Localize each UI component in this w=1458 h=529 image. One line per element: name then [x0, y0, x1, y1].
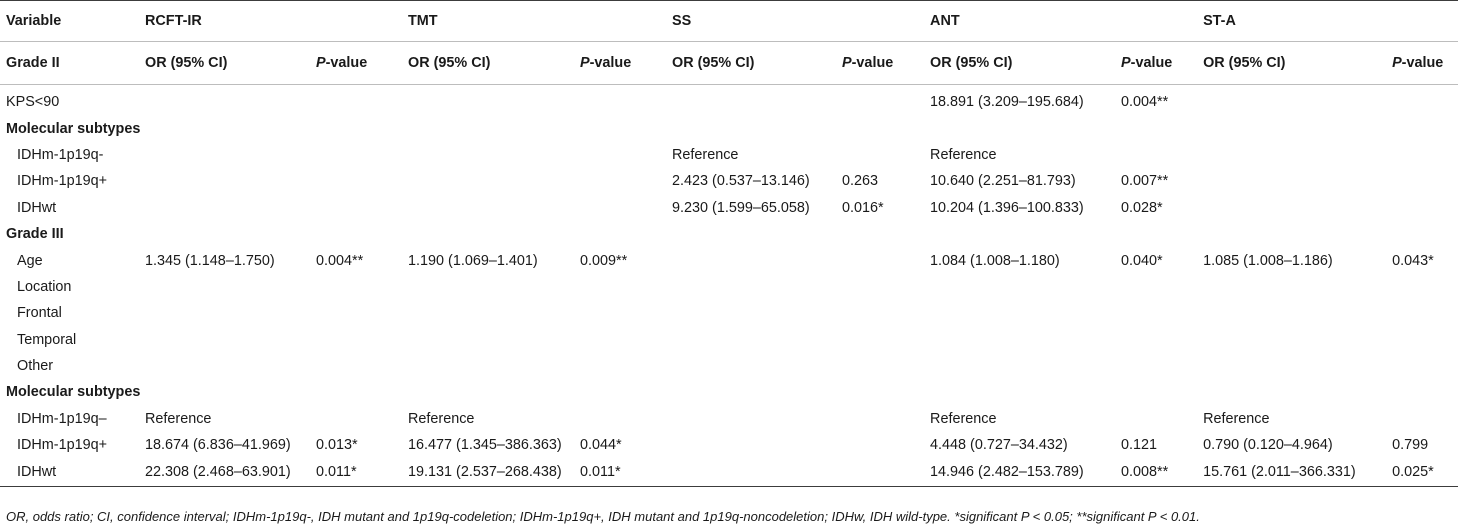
- p-value-cell: [310, 85, 402, 116]
- or-ci-cell: [139, 85, 310, 116]
- table-row: [0, 195, 1458, 221]
- or-ci-cell: 14.946 (2.482–153.789): [924, 458, 1115, 487]
- or-ci-cell: [666, 432, 836, 458]
- or-ci-cell: [402, 221, 574, 247]
- table-row: [0, 353, 1458, 379]
- or-ci-cell: [924, 274, 1115, 300]
- or-ci-cell: [402, 85, 574, 116]
- p-value-cell: 0.013*: [316, 437, 358, 454]
- or-ci-cell: Reference: [930, 146, 997, 163]
- p-value-cell: [310, 221, 402, 247]
- or-ci-cell: [666, 327, 836, 353]
- header-or-ci: OR (95% CI): [1197, 42, 1386, 85]
- p-value-cell: [1386, 168, 1458, 194]
- header-p-suffix: -value: [325, 55, 368, 71]
- p-value-cell: [836, 247, 924, 273]
- header-p-value: [1115, 42, 1197, 85]
- or-ci-cell: [139, 115, 310, 141]
- p-value-cell: [574, 195, 666, 221]
- p-value-cell: 0.043*: [1392, 252, 1434, 269]
- p-value-cell: [574, 300, 666, 326]
- p-value-cell: 0.016*: [842, 199, 884, 216]
- p-value-cell: [1386, 221, 1458, 247]
- or-ci-cell: Reference: [930, 410, 997, 427]
- or-ci-cell: [402, 327, 574, 353]
- p-value-cell: [836, 221, 924, 247]
- or-ci-cell: 18.674 (6.836–41.969): [145, 437, 291, 454]
- or-ci-cell: [1197, 168, 1386, 194]
- p-value-cell: [574, 115, 666, 141]
- row-label: IDHm-1p19q–: [17, 410, 107, 427]
- or-ci-cell: [1197, 142, 1386, 168]
- table-row: [0, 85, 1458, 116]
- or-ci-cell: [924, 300, 1115, 326]
- or-ci-cell: [139, 300, 310, 326]
- row-label: IDHm-1p19q-: [17, 146, 104, 163]
- or-ci-cell: [1197, 379, 1386, 405]
- or-ci-cell: 1.190 (1.069–1.401): [408, 252, 538, 269]
- p-value-cell: [574, 85, 666, 116]
- or-ci-cell: [924, 327, 1115, 353]
- p-value-cell: [574, 142, 666, 168]
- p-value-cell: [1386, 353, 1458, 379]
- table-row: [0, 300, 1458, 326]
- or-ci-cell: [1197, 353, 1386, 379]
- or-ci-cell: 15.761 (2.011–366.331): [1197, 458, 1386, 487]
- or-ci-cell: Reference: [145, 410, 212, 427]
- or-ci-cell: [1197, 300, 1386, 326]
- p-value-cell: [836, 353, 924, 379]
- p-value-cell: [574, 406, 666, 432]
- p-value-cell: [836, 85, 924, 116]
- or-ci-cell: [139, 379, 310, 405]
- header-or-ci: OR (95% CI): [402, 42, 574, 85]
- p-value-cell: [574, 353, 666, 379]
- or-ci-cell: [666, 274, 836, 300]
- or-ci-cell: 10.204 (1.396–100.833): [930, 199, 1084, 216]
- or-ci-cell: [1197, 327, 1386, 353]
- table-row: [0, 379, 1458, 405]
- header-p-value: [310, 42, 402, 85]
- header-rcft-ir: RCFT-IR: [139, 1, 402, 42]
- or-ci-cell: 16.477 (1.345–386.363): [408, 437, 562, 454]
- p-value-cell: [1115, 142, 1197, 168]
- row-label: Temporal: [17, 331, 77, 348]
- p-value-cell: [1115, 327, 1197, 353]
- p-value-cell: 0.040*: [1121, 252, 1163, 269]
- p-value-cell: [310, 327, 402, 353]
- p-value-cell: [1386, 85, 1458, 116]
- or-ci-cell: [1197, 274, 1386, 300]
- p-value-cell: 0.028*: [1121, 199, 1163, 216]
- p-value-cell: 0.799: [1392, 437, 1429, 454]
- p-value-cell: [836, 379, 924, 405]
- or-ci-cell: [666, 247, 836, 273]
- p-value-cell: [836, 458, 924, 487]
- p-value-cell: [1386, 195, 1458, 221]
- p-value-cell: [310, 142, 402, 168]
- p-value-cell: [574, 327, 666, 353]
- p-value-cell: [574, 168, 666, 194]
- p-value-cell: 0.025*: [1386, 458, 1458, 487]
- p-value-cell: 0.008**: [1115, 458, 1197, 487]
- row-label: IDHm-1p19q+: [17, 173, 107, 190]
- table-row: [0, 274, 1458, 300]
- p-value-cell: 0.011*: [310, 458, 402, 487]
- p-value-cell: 0.121: [1121, 437, 1158, 454]
- p-value-cell: 0.263: [842, 173, 879, 190]
- or-ci-cell: [666, 406, 836, 432]
- or-ci-cell: [402, 300, 574, 326]
- p-value-cell: [574, 221, 666, 247]
- p-value-cell: [836, 327, 924, 353]
- p-value-cell: [310, 168, 402, 194]
- header-tmt: TMT: [402, 1, 666, 42]
- header-ss: SS: [666, 1, 924, 42]
- or-ci-cell: [139, 142, 310, 168]
- row-label: Age: [17, 252, 43, 269]
- header-or-ci: OR (95% CI): [924, 42, 1115, 85]
- or-ci-cell: [666, 353, 836, 379]
- header-p-italic: P: [316, 55, 326, 71]
- p-value-cell: 0.004**: [316, 252, 364, 269]
- or-ci-cell: Reference: [672, 146, 739, 163]
- table-row: [0, 458, 1458, 487]
- p-value-cell: [1115, 353, 1197, 379]
- p-value-cell: [574, 379, 666, 405]
- p-value-cell: [836, 432, 924, 458]
- header-p-value: [574, 42, 666, 85]
- or-ci-cell: Reference: [1203, 410, 1270, 427]
- or-ci-cell: 0.790 (0.120–4.964): [1203, 437, 1333, 454]
- p-value-cell: [310, 353, 402, 379]
- header-variable: Variable: [0, 1, 139, 42]
- or-ci-cell: [1197, 221, 1386, 247]
- or-ci-cell: [1197, 85, 1386, 116]
- or-ci-cell: [666, 379, 836, 405]
- or-ci-cell: [402, 274, 574, 300]
- or-ci-cell: [139, 168, 310, 194]
- p-value-cell: [836, 115, 924, 141]
- p-value-cell: [1386, 327, 1458, 353]
- p-value-cell: [574, 274, 666, 300]
- or-ci-cell: [402, 142, 574, 168]
- or-ci-cell: 9.230 (1.599–65.058): [672, 199, 810, 216]
- table-row: [0, 406, 1458, 432]
- or-ci-cell: [139, 274, 310, 300]
- or-ci-cell: [666, 85, 836, 116]
- p-value-cell: [310, 300, 402, 326]
- or-ci-cell: 18.891 (3.209–195.684): [930, 94, 1084, 111]
- p-value-cell: [836, 274, 924, 300]
- header-st-a: ST-A: [1197, 1, 1458, 42]
- header-p-suffix: -value: [1401, 55, 1444, 71]
- p-value-cell: [1115, 406, 1197, 432]
- p-value-cell: 0.007**: [1121, 173, 1169, 190]
- or-ci-cell: [666, 115, 836, 141]
- header-p-italic: P: [580, 55, 590, 71]
- section-label: Molecular subtypes: [6, 120, 141, 137]
- or-ci-cell: [924, 353, 1115, 379]
- or-ci-cell: 1.085 (1.008–1.186): [1203, 252, 1333, 269]
- or-ci-cell: [402, 379, 574, 405]
- table-row: [0, 247, 1458, 273]
- p-value-cell: [1386, 300, 1458, 326]
- p-value-cell: [836, 406, 924, 432]
- p-value-cell: [1386, 406, 1458, 432]
- header-p-suffix: -value: [589, 55, 632, 71]
- p-value-cell: [1386, 379, 1458, 405]
- p-value-cell: [1115, 274, 1197, 300]
- p-value-cell: [310, 406, 402, 432]
- section-label: Grade III: [6, 226, 64, 243]
- p-value-cell: 0.011*: [574, 458, 666, 487]
- header-ant: ANT: [924, 1, 1197, 42]
- p-value-cell: 0.044*: [580, 437, 622, 454]
- header-row-tests: [0, 1, 1458, 42]
- p-value-cell: 0.004**: [1121, 94, 1169, 111]
- or-ci-cell: [139, 327, 310, 353]
- p-value-cell: [310, 379, 402, 405]
- table-row: [0, 432, 1458, 458]
- header-p-italic: P: [842, 55, 852, 71]
- p-value-cell: [1115, 300, 1197, 326]
- p-value-cell: [310, 274, 402, 300]
- or-ci-cell: [402, 115, 574, 141]
- p-value-cell: [1115, 221, 1197, 247]
- header-p-value: [1386, 42, 1458, 85]
- or-ci-cell: [402, 168, 574, 194]
- header-p-value: [836, 42, 924, 85]
- or-ci-cell: [139, 221, 310, 247]
- or-ci-cell: [666, 458, 836, 487]
- section-label: Molecular subtypes: [6, 384, 141, 401]
- row-label: IDHwt: [0, 458, 139, 487]
- p-value-cell: 0.009**: [580, 252, 628, 269]
- table-row: [0, 327, 1458, 353]
- p-value-cell: [1386, 115, 1458, 141]
- or-ci-cell: [924, 379, 1115, 405]
- row-label: Location: [17, 278, 72, 295]
- or-ci-cell: [402, 195, 574, 221]
- header-grade-ii: Grade II: [0, 42, 139, 85]
- or-ci-cell: Reference: [408, 410, 475, 427]
- or-ci-cell: 4.448 (0.727–34.432): [930, 437, 1068, 454]
- or-ci-cell: [924, 115, 1115, 141]
- table-row: [0, 221, 1458, 247]
- row-label: IDHwt: [17, 199, 57, 216]
- or-ci-cell: [139, 353, 310, 379]
- table-row: [0, 168, 1458, 194]
- p-value-cell: [1115, 115, 1197, 141]
- or-ci-cell: [1197, 195, 1386, 221]
- or-ci-cell: 1.084 (1.008–1.180): [930, 252, 1060, 269]
- table-row: [0, 142, 1458, 168]
- p-value-cell: [1115, 379, 1197, 405]
- table-footnote: OR, odds ratio; CI, confidence interval; IDHm-1p19q-, IDH mutant and 1p19q-codeletion; IDHm-1p19q+, IDH mutant and 1p19q-noncodeletion; IDHw, IDH wild-type. *significant P < 0.05; **significant P < 0.01.: [6, 509, 1200, 524]
- or-ci-cell: [666, 221, 836, 247]
- p-value-cell: [310, 195, 402, 221]
- or-ci-cell: 1.345 (1.148–1.750): [145, 252, 275, 269]
- or-ci-cell: [139, 195, 310, 221]
- or-ci-cell: 10.640 (2.251–81.793): [930, 173, 1076, 190]
- header-row-stats: [0, 42, 1458, 85]
- header-p-suffix: -value: [851, 55, 894, 71]
- or-ci-cell: [924, 221, 1115, 247]
- row-label: KPS<90: [6, 94, 60, 111]
- or-ci-cell: 19.131 (2.537–268.438): [402, 458, 574, 487]
- header-p-suffix: -value: [1130, 55, 1173, 71]
- table-row: [0, 115, 1458, 141]
- or-ci-cell: 22.308 (2.468–63.901): [139, 458, 310, 487]
- row-label: Other: [17, 358, 53, 375]
- p-value-cell: [310, 115, 402, 141]
- header-or-ci: OR (95% CI): [139, 42, 310, 85]
- p-value-cell: [836, 300, 924, 326]
- p-value-cell: [1386, 142, 1458, 168]
- header-p-italic: P: [1121, 55, 1131, 71]
- row-label: Frontal: [17, 305, 62, 322]
- row-label: IDHm-1p19q+: [17, 437, 107, 454]
- or-ci-cell: [402, 353, 574, 379]
- header-p-italic: P: [1392, 55, 1402, 71]
- or-ci-cell: [1197, 115, 1386, 141]
- or-ci-cell: [666, 300, 836, 326]
- or-ci-cell: 2.423 (0.537–13.146): [672, 173, 810, 190]
- header-or-ci: OR (95% CI): [666, 42, 836, 85]
- p-value-cell: [836, 142, 924, 168]
- p-value-cell: [1386, 274, 1458, 300]
